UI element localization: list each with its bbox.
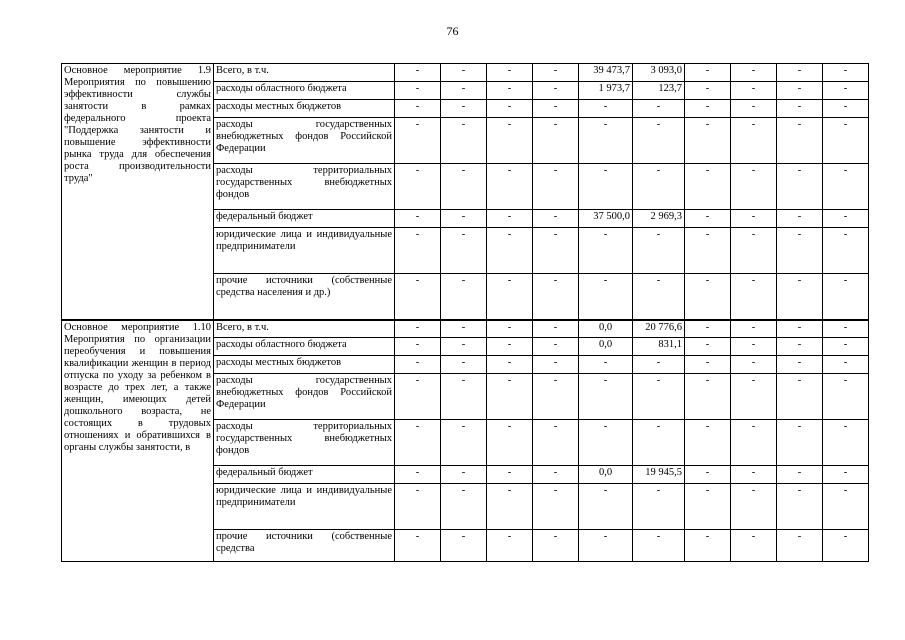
value-cell: - xyxy=(633,374,685,420)
value-cell: - xyxy=(487,338,533,356)
value-cell: - xyxy=(395,374,441,420)
value-cell: - xyxy=(579,118,633,164)
funding-source-cell: расходы государственных внебюджетных фондов Российской Федерации xyxy=(214,374,395,420)
value-cell: - xyxy=(685,466,731,484)
value-cell: - xyxy=(823,466,869,484)
value-cell: - xyxy=(731,228,777,274)
value-cell: - xyxy=(685,164,731,210)
value-cell: - xyxy=(685,274,731,320)
value-cell: - xyxy=(823,356,869,374)
value-cell: - xyxy=(823,338,869,356)
value-cell: - xyxy=(487,356,533,374)
value-cell: - xyxy=(685,82,731,100)
value-cell: - xyxy=(533,82,579,100)
value-cell: - xyxy=(533,64,579,82)
value-cell: - xyxy=(731,356,777,374)
value-cell: - xyxy=(731,320,777,338)
value-cell: - xyxy=(731,210,777,228)
value-cell: - xyxy=(441,484,487,530)
value-cell: - xyxy=(685,356,731,374)
value-cell: - xyxy=(633,356,685,374)
value-cell: - xyxy=(731,82,777,100)
value-cell: - xyxy=(395,484,441,530)
value-cell: - xyxy=(731,466,777,484)
value-cell: - xyxy=(579,484,633,530)
funding-source-cell: расходы областного бюджета xyxy=(214,338,395,356)
value-cell: - xyxy=(685,374,731,420)
value-cell: - xyxy=(777,64,823,82)
value-cell: - xyxy=(685,484,731,530)
value-cell: - xyxy=(777,82,823,100)
value-cell: - xyxy=(533,118,579,164)
table-row xyxy=(62,64,869,82)
value-cell: - xyxy=(685,420,731,466)
value-cell: - xyxy=(441,118,487,164)
value-cell: - xyxy=(533,356,579,374)
value-cell: - xyxy=(731,484,777,530)
value-cell: - xyxy=(633,274,685,320)
value-cell: - xyxy=(823,100,869,118)
value-cell: - xyxy=(533,164,579,210)
event-name-cell: Основное мероприятие 1.10 Мероприятия по организации переобучения и повышения квалификации женщин в период отпуска по уходу за ребенком в возрасте до трех лет, а также женщин, имеющих детей дошкольного возраста, не состоящих в трудовых отношениях и обратившихся в органы службы занятости, в xyxy=(62,320,214,562)
value-cell: - xyxy=(579,164,633,210)
value-cell: - xyxy=(487,320,533,338)
value-cell: - xyxy=(579,420,633,466)
value-cell: - xyxy=(823,374,869,420)
value-cell: - xyxy=(487,484,533,530)
value-cell: - xyxy=(441,338,487,356)
value-cell: - xyxy=(731,164,777,210)
funding-source-cell: расходы местных бюджетов xyxy=(214,100,395,118)
value-cell: - xyxy=(533,100,579,118)
value-cell: - xyxy=(487,118,533,164)
value-cell: - xyxy=(487,164,533,210)
value-cell: - xyxy=(441,100,487,118)
value-cell: - xyxy=(731,338,777,356)
value-cell: - xyxy=(823,320,869,338)
funding-source-cell: расходы областного бюджета xyxy=(214,82,395,100)
value-cell: - xyxy=(731,100,777,118)
value-cell: - xyxy=(441,320,487,338)
value-cell: - xyxy=(395,274,441,320)
value-cell: - xyxy=(487,420,533,466)
value-cell: 37 500,0 xyxy=(579,210,633,228)
value-cell: - xyxy=(441,64,487,82)
value-cell: - xyxy=(685,338,731,356)
funding-source-cell: юридические лица и индивидуальные предприниматели xyxy=(214,484,395,530)
value-cell: - xyxy=(395,338,441,356)
value-cell: 2 969,3 xyxy=(633,210,685,228)
value-cell: - xyxy=(777,164,823,210)
value-cell: - xyxy=(777,210,823,228)
value-cell: 0,0 xyxy=(579,338,633,356)
value-cell: - xyxy=(731,420,777,466)
value-cell: 19 945,5 xyxy=(633,466,685,484)
value-cell: - xyxy=(777,320,823,338)
value-cell: - xyxy=(777,484,823,530)
value-cell: - xyxy=(685,118,731,164)
value-cell: 831,1 xyxy=(633,338,685,356)
page-number: 76 xyxy=(446,24,459,38)
value-cell: - xyxy=(579,100,633,118)
value-cell: - xyxy=(533,274,579,320)
value-cell: - xyxy=(487,274,533,320)
value-cell: - xyxy=(731,64,777,82)
value-cell: - xyxy=(777,356,823,374)
value-cell: - xyxy=(685,228,731,274)
value-cell: 3 093,0 xyxy=(633,64,685,82)
value-cell: - xyxy=(441,274,487,320)
value-cell: - xyxy=(633,100,685,118)
value-cell: - xyxy=(685,320,731,338)
value-cell: - xyxy=(685,210,731,228)
funding-source-cell: Всего, в т.ч. xyxy=(214,64,395,82)
value-cell: - xyxy=(441,530,487,562)
value-cell: - xyxy=(731,118,777,164)
value-cell: - xyxy=(441,228,487,274)
value-cell: - xyxy=(487,82,533,100)
value-cell: - xyxy=(633,118,685,164)
value-cell: - xyxy=(395,420,441,466)
value-cell: - xyxy=(395,100,441,118)
value-cell: - xyxy=(777,118,823,164)
value-cell: - xyxy=(777,274,823,320)
value-cell: - xyxy=(533,338,579,356)
funding-source-cell: расходы государственных внебюджетных фондов Российской Федерации xyxy=(214,118,395,164)
value-cell: - xyxy=(395,64,441,82)
value-cell: - xyxy=(533,228,579,274)
value-cell: - xyxy=(777,338,823,356)
value-cell: - xyxy=(395,118,441,164)
funding-source-cell: расходы местных бюджетов xyxy=(214,356,395,374)
value-cell: - xyxy=(633,228,685,274)
value-cell: - xyxy=(777,228,823,274)
value-cell: - xyxy=(731,530,777,562)
value-cell: - xyxy=(777,420,823,466)
value-cell: - xyxy=(823,530,869,562)
value-cell: - xyxy=(533,320,579,338)
value-cell: - xyxy=(441,466,487,484)
value-cell: - xyxy=(441,82,487,100)
value-cell: - xyxy=(579,374,633,420)
value-cell: - xyxy=(823,484,869,530)
value-cell: - xyxy=(823,64,869,82)
value-cell: - xyxy=(395,466,441,484)
value-cell: 123,7 xyxy=(633,82,685,100)
value-cell: - xyxy=(633,420,685,466)
value-cell: - xyxy=(533,466,579,484)
value-cell: - xyxy=(487,210,533,228)
value-cell: - xyxy=(579,274,633,320)
funding-source-cell: прочие источники (собственные средства населения и др.) xyxy=(214,274,395,320)
value-cell: - xyxy=(487,228,533,274)
funding-source-cell: Всего, в т.ч. xyxy=(214,320,395,338)
value-cell: - xyxy=(395,82,441,100)
value-cell: - xyxy=(823,82,869,100)
value-cell: - xyxy=(533,210,579,228)
value-cell: - xyxy=(487,100,533,118)
value-cell: - xyxy=(823,118,869,164)
value-cell: 39 473,7 xyxy=(579,64,633,82)
value-cell: - xyxy=(579,228,633,274)
funding-source-cell: федеральный бюджет xyxy=(214,466,395,484)
value-cell: - xyxy=(441,356,487,374)
value-cell: - xyxy=(777,530,823,562)
value-cell: 1 973,7 xyxy=(579,82,633,100)
value-cell: - xyxy=(823,164,869,210)
funding-source-cell: прочие источники (собственные средства xyxy=(214,530,395,562)
value-cell: - xyxy=(533,420,579,466)
event-name-cell: Основное мероприятие 1.9 Мероприятия по повышению эффективности службы занятости в рамках федерального проекта "Поддержка занятости и повышение эффективности рынка труда для обеспечения роста производительности труда" xyxy=(62,64,214,320)
value-cell: - xyxy=(487,466,533,484)
value-cell: 0,0 xyxy=(579,320,633,338)
value-cell: - xyxy=(441,420,487,466)
value-cell: - xyxy=(777,374,823,420)
funding-source-cell: расходы территориальных государственных внебюджетных фондов xyxy=(214,420,395,466)
value-cell: 20 776,6 xyxy=(633,320,685,338)
value-cell: - xyxy=(533,374,579,420)
value-cell: - xyxy=(579,356,633,374)
value-cell: - xyxy=(823,210,869,228)
budget-table xyxy=(61,63,869,562)
value-cell: 0,0 xyxy=(579,466,633,484)
value-cell: - xyxy=(395,210,441,228)
value-cell: - xyxy=(823,274,869,320)
value-cell: - xyxy=(533,484,579,530)
value-cell: - xyxy=(633,484,685,530)
value-cell: - xyxy=(395,356,441,374)
value-cell: - xyxy=(395,530,441,562)
value-cell: - xyxy=(487,374,533,420)
value-cell: - xyxy=(731,274,777,320)
value-cell: - xyxy=(633,530,685,562)
table-row xyxy=(62,320,869,338)
value-cell: - xyxy=(487,530,533,562)
value-cell: - xyxy=(441,164,487,210)
value-cell: - xyxy=(579,530,633,562)
value-cell: - xyxy=(777,466,823,484)
value-cell: - xyxy=(441,374,487,420)
value-cell: - xyxy=(685,530,731,562)
value-cell: - xyxy=(685,100,731,118)
value-cell: - xyxy=(487,64,533,82)
value-cell: - xyxy=(731,374,777,420)
value-cell: - xyxy=(685,64,731,82)
funding-source-cell: расходы территориальных государственных внебюджетных фондов xyxy=(214,164,395,210)
value-cell: - xyxy=(395,228,441,274)
value-cell: - xyxy=(823,228,869,274)
value-cell: - xyxy=(823,420,869,466)
value-cell: - xyxy=(777,100,823,118)
value-cell: - xyxy=(633,164,685,210)
value-cell: - xyxy=(533,530,579,562)
funding-source-cell: федеральный бюджет xyxy=(214,210,395,228)
value-cell: - xyxy=(441,210,487,228)
funding-source-cell: юридические лица и индивидуальные предприниматели xyxy=(214,228,395,274)
value-cell: - xyxy=(395,320,441,338)
value-cell: - xyxy=(395,164,441,210)
